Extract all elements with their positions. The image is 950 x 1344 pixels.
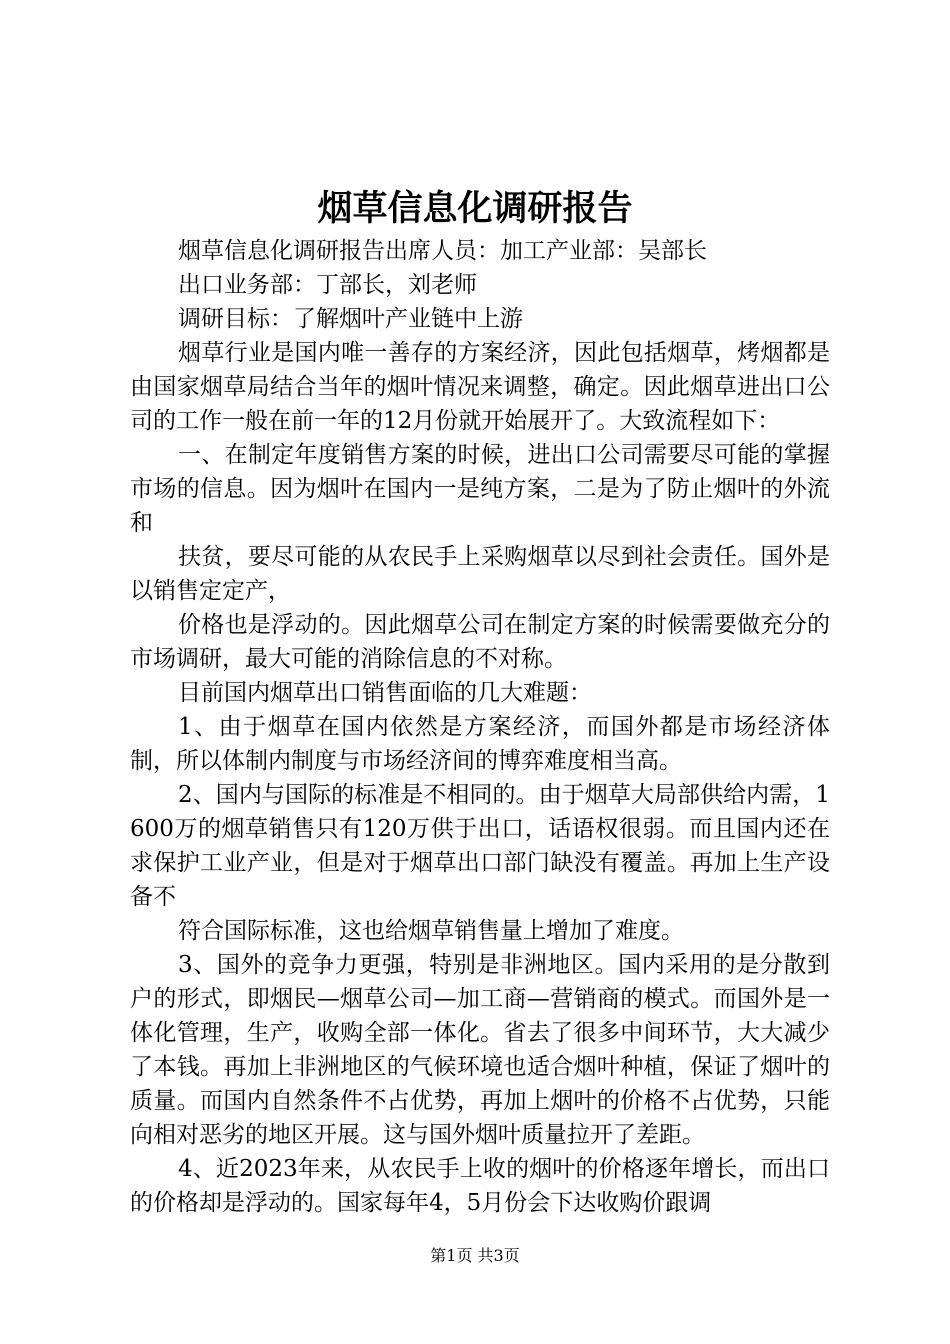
paragraph: 3、国外的竞争力更强，特别是非洲地区。国内采用的是分散到户的形式，即烟民—烟草公司—加工商—营销商的模式。而国外是一体化管理，生产，收购全部一体化。省去了很多中间环节，大大减少了本钱。再加上非洲地区的气候环境也适合烟叶种植，保证了烟叶的质量。而国内自然条件不占优势，再加上烟叶的价格不占优势，只能向相对恶劣的地区开展。这与国外烟叶质量拉开了差距。: [130, 952, 830, 1148]
paragraph: 符合国际标准，这也给烟草销售量上增加了难度。: [178, 918, 684, 944]
paragraph: 烟草行业是国内唯一善存的方案经济，因此包括烟草，烤烟都是由国家烟草局结合当年的烟叶情况来调整，确定。因此烟草进出口公司的工作一般在前一年的12月份就开始展开了。大致流程如下：: [130, 340, 830, 434]
paragraph: 扶贫，要尽可能的从农民手上采购烟草以尽到社会责任。国外是以销售定定产，: [130, 544, 830, 604]
paragraph: 4、近2023年来，从农民手上收的烟叶的价格逐年增长，而出口的价格却是浮动的。国家每年4，5月份会下达收购价跟调: [130, 1156, 830, 1216]
paragraph: 2、国内与国际的标准是不相同的。由于烟草大局部供给内需，1600万的烟草销售只有120万供于出口，话语权很弱。而且国内还在求保护工业产业，但是对于烟草出口部门缺没有覆盖。再加上生产设备不: [130, 782, 830, 910]
paragraph: 出口业务部：丁部长，刘老师: [178, 272, 477, 298]
document-body: [130, 234, 830, 1220]
paragraph: 调研目标：了解烟叶产业链中上游: [178, 306, 523, 332]
paragraph: 烟草信息化调研报告出席人员：加工产业部：吴部长: [178, 238, 707, 264]
paragraph: 价格也是浮动的。因此烟草公司在制定方案的时候需要做充分的市场调研，最大可能的消除信息的不对称。: [130, 612, 830, 672]
page-number-footer: 第1页 共3页: [430, 1246, 520, 1265]
paragraph: 目前国内烟草出口销售面临的几大难题：: [178, 680, 592, 706]
document-title: 烟草信息化调研报告: [317, 188, 633, 229]
paragraph: 1、由于烟草在国内依然是方案经济，而国外都是市场经济体制，所以体制内制度与市场经济间的博弈难度相当高。: [130, 714, 830, 774]
paragraph: 一、在制定年度销售方案的时候，进出口公司需要尽可能的掌握市场的信息。因为烟叶在国内一是纯方案，二是为了防止烟叶的外流和: [130, 442, 830, 536]
